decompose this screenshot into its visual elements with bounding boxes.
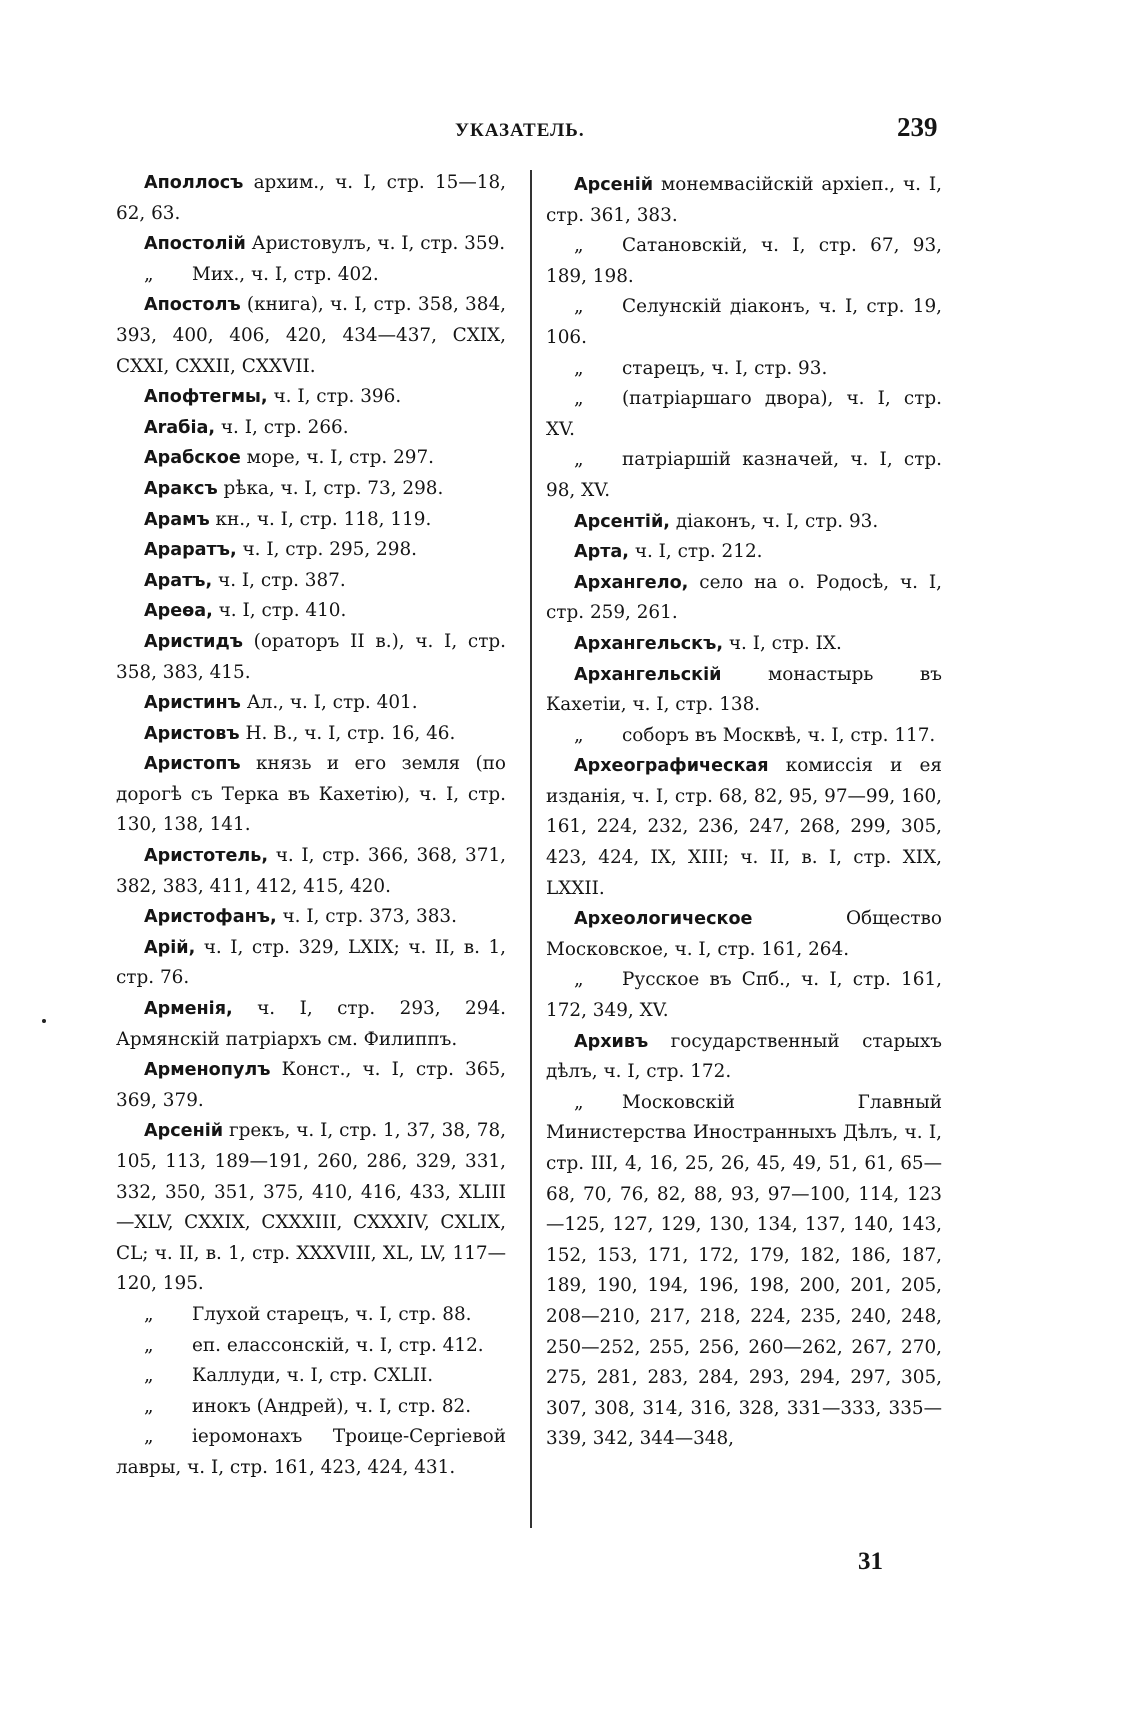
index-entry [116,382,506,413]
entry-references: монемвасійскій архіеп., ч. І, стр. 361, 383. [546,174,942,226]
index-entry [116,290,506,382]
entry-references: Русское въ Спб., ч. І, стр. 161, 172, 349, XV. [546,969,942,1022]
column-divider [530,170,532,1528]
entry-references: грекъ, ч. І, стр. 1, 37, 38, 78, 105, 113, 189—191, 260, 286, 329, 331, 332, 350, 351, 375, 410, 416, 433, XLIII—XLV, CXXIX, CXXXIII, CXXXIV, CXLIX, CL; ч. II, в. 1, стр. XXXVIII, XL, LV, 117—120, 195. [116,1120,506,1295]
index-entry [546,1088,942,1455]
entry-references: Общество Московское, ч. І, стр. 161, 264. [546,908,942,960]
index-entry [116,474,506,505]
entry-headword: Арабское [144,448,241,469]
index-entry [116,596,506,627]
entry-headword: Арта, [574,542,629,563]
index-entry [546,568,942,629]
entry-headword: Апостолъ [144,295,241,316]
entry-headword: Аристофанъ, [144,907,277,928]
entry-references: Аристовулъ, ч. І, стр. 359. [245,233,506,255]
index-entry [116,933,506,994]
index-entry [116,1361,506,1392]
ditto-mark: „ [144,1395,154,1417]
index-entry [116,688,506,719]
entry-headword: Араратъ, [144,540,237,561]
index-entry [546,445,942,506]
entry-references: ч. І, стр. 373, 383. [276,906,457,928]
ditto-mark: „ [574,449,584,471]
entry-headword: Арменопулъ [144,1060,271,1081]
index-entry [116,627,506,688]
entry-headword: Аполлосъ [144,173,244,193]
entry-references: Мих., ч. І, стр. 402. [192,263,379,285]
index-entry [546,231,942,292]
entry-references: Конст., ч. І, стр. 365, 369, 379. [116,1059,506,1111]
entry-references: ч. І, стр. 396. [267,386,402,408]
entry-references: архим., ч. І, стр. 15—18, 62, 63. [116,172,506,224]
entry-references: комиссія и ея изданія, ч. І, стр. 68, 82, 95, 97—99, 160, 161, 224, 232, 236, 247, 268, 299, 305, 423, 424, IX, XIII; ч. II, в. І, стр. XIX, LXXII. [546,755,942,899]
page-header [0,112,1140,158]
entry-references: море, ч. І, стр. 297. [240,447,435,469]
index-entry [546,904,942,965]
index-entry [546,354,942,385]
index-entry [546,507,942,538]
entry-references: патріаршій казначей, ч. І, стр. 98, XV. [546,449,942,501]
entry-headword: Арій, [144,937,196,958]
index-entry [546,660,942,721]
index-entry [546,384,942,445]
entry-references: (книга), ч. І, стр. 358, 384, 393, 400, 406, 420, 434—437, CXIX, CXXI, CXXII, CXXVII. [116,294,506,377]
entry-references: старецъ, ч. І, стр. 93. [622,357,828,379]
index-entry [116,413,506,444]
entry-headword: Арсентій, [574,511,670,532]
entry-references: (ораторъ II в.), ч. І, стр. 358, 383, 415. [116,630,506,683]
page-number: 239 [897,112,938,142]
entry-references: государственный старыхъ дѣлъ, ч. І, стр. 172. [546,1030,942,1083]
entry-references: Глухой старецъ, ч. І, стр. 88. [192,1303,472,1325]
entry-headword: Araбia, [144,417,216,438]
entry-references: ч. І, стр. 295, 298. [236,539,417,561]
index-entry [116,229,506,260]
entry-references: еп. елассонскій, ч. І, стр. 412. [192,1334,484,1356]
index-entry [116,443,506,474]
index-entry [116,1055,506,1116]
index-entry [546,1027,942,1088]
index-entry [116,1116,506,1300]
ditto-mark: „ [574,388,584,410]
running-title: УКАЗАТЕЛЬ. [455,120,585,141]
index-entry [116,841,506,902]
index-column-right [546,170,942,1455]
entry-headword: Архангело, [574,572,689,593]
entry-references: ч. І, стр. 266. [215,416,349,438]
index-entry [116,749,506,841]
entry-references: Сатановскій, ч. І, стр. 67, 93, 189, 198. [546,235,942,287]
entry-headword: Архангельскъ, [574,633,723,654]
entry-headword: Архангельскій [574,664,722,685]
index-entry [546,629,942,660]
entry-headword: Аратъ, [144,570,213,591]
index-entry [546,751,942,904]
entry-headword: Арсеній [574,175,654,195]
entry-headword: Аристинъ [144,693,241,714]
index-entry [116,994,506,1055]
entry-references: князь и его земля (по дорогѣ съ Терка въ Кахетію), ч. І, стр. 130, 138, 141. [116,753,506,836]
entry-headword: Арамъ [144,509,210,530]
index-entry [546,292,942,353]
entry-headword: Аристотель, [144,846,269,867]
entry-references: село на о. Родосѣ, ч. І, стр. 259, 261. [546,571,942,624]
index-entry [116,1300,506,1331]
index-entry [116,566,506,597]
entry-references: Каллуди, ч. І, стр. CXLII. [192,1365,434,1387]
entry-headword: Араксъ [144,478,218,499]
ditto-mark: „ [574,1091,584,1113]
entry-references: ч. І, стр. 212. [628,541,763,563]
entry-references: ч. І, стр. 366, 368, 371, 382, 383, 411, 412, 415, 420. [116,845,506,897]
ditto-mark: „ [574,724,584,746]
index-entry [116,1392,506,1423]
ditto-mark: „ [144,1365,154,1387]
entry-headword: Апофтегмы, [144,387,268,408]
ditto-mark: „ [574,235,584,257]
ditto-mark: „ [574,296,584,318]
entry-references: ч. І, стр. 293, 294. Армянскій патріархъ см. Филиппъ. [116,998,506,1050]
entry-references: Селунскій діаконъ, ч. І, стр. 19, 106. [546,296,942,348]
index-entry [116,260,506,291]
entry-references: ч. І, стр. IX. [723,632,842,654]
entry-headword: Аристопъ [144,754,241,775]
entry-references: рѣка, ч. І, стр. 73, 298. [217,477,444,499]
ditto-mark: „ [144,1426,154,1448]
entry-headword: Аристидъ [144,631,243,652]
entry-references: соборъ въ Москвѣ, ч. І, стр. 117. [622,724,936,746]
entry-references: монастырь въ Кахетіи, ч. І, стр. 138. [546,663,942,716]
index-entry [546,965,942,1026]
entry-headword: Арсеній [144,1121,224,1142]
entry-headword: Ареѳа, [144,601,213,622]
entry-references: ч. І, стр. 387. [212,569,346,591]
index-column-left [116,168,506,1484]
entry-headword: Аристовъ [144,723,240,744]
index-entry [116,1331,506,1362]
entry-references: іеромонахъ Троице-Сергіевой лавры, ч. І, стр. 161, 423, 424, 431. [116,1426,506,1478]
index-entry [116,535,506,566]
ditto-mark: „ [574,357,584,379]
entry-references: діаконъ, ч. І, стр. 93. [669,510,879,532]
index-entry [116,902,506,933]
entry-references: ч. І, стр. 410. [212,600,347,622]
ditto-mark: „ [144,263,154,285]
entry-headword: Археологическое [574,909,753,930]
entry-references: Московскій Главный Министерства Иностранныхъ Дѣлъ, ч. І, стр. III, 4, 16, 25, 26, 45, 49, 51, 61, 65—68, 70, 76, 82, 88, 93, 97—100, 114, 123—125, 127, 129, 130, 134, 137, 140, 143, 152, 153, 171, 172, 179, 182, 186, 187, 189, 190, 194, 196, 198, 200, 201, 205, 208—210, 217, 218, 224, 235, 240, 248, 250—252, 255, 256, 260—262, 267, 270, 275, 281, 283, 284, 293, 294, 297, 305, 307, 308, 314, 316, 328, 331—333, 335—339, 342, 344—348, [546,1091,942,1450]
entry-headword: Апостолій [144,234,246,255]
ditto-mark: „ [144,1303,154,1325]
signature-mark: 31 [858,1548,883,1575]
entry-references: Н. В., ч. І, стр. 16, 46. [239,722,456,744]
print-speck [42,1019,46,1023]
index-entry [116,1422,506,1483]
ditto-mark: „ [574,969,584,991]
ditto-mark: „ [144,1334,154,1356]
index-entry [116,719,506,750]
entry-references: инокъ (Андрей), ч. І, стр. 82. [192,1395,472,1417]
index-entry [546,170,942,231]
index-entry [116,505,506,536]
index-entry [116,168,506,229]
entry-references: Ал., ч. І, стр. 401. [240,692,418,714]
index-entry [546,721,942,752]
entry-references: (патріаршаго двора), ч. І, стр. XV. [546,388,942,440]
entry-references: ч. І, стр. 329, LXIX; ч. II, в. 1, стр. 76. [116,936,506,989]
entry-headword: Арменія, [144,999,233,1020]
entry-references: кн., ч. І, стр. 118, 119. [209,508,432,530]
index-entry [546,537,942,568]
entry-headword: Архивъ [574,1031,649,1052]
entry-headword: Археографическая [574,756,769,777]
